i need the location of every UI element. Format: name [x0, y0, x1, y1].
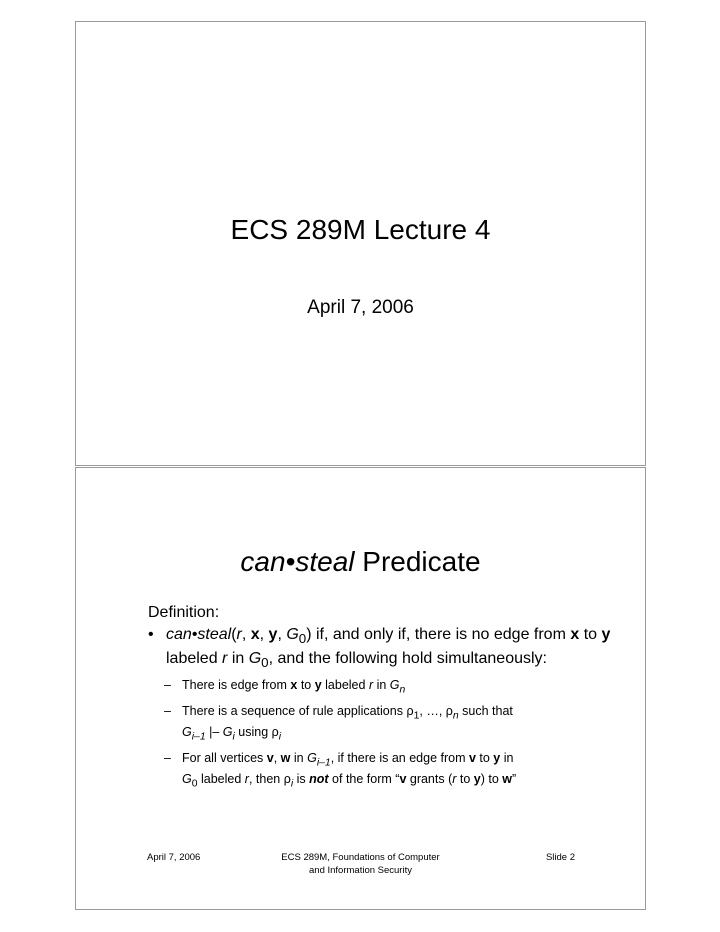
text: , then [248, 772, 284, 787]
text: in [290, 750, 308, 765]
var-w: w [502, 772, 513, 787]
text: , [277, 626, 287, 643]
var-r: r [222, 650, 228, 668]
definition-bullet [148, 625, 618, 673]
dash-icon: – [164, 703, 171, 718]
title-italic-part: can•steal [240, 546, 355, 577]
subitem-a [148, 677, 618, 699]
var-r: r [244, 772, 249, 787]
title-rest-part: Predicate [354, 546, 481, 577]
rho: ρ [406, 703, 414, 718]
text: grants ( [406, 772, 453, 787]
subscript: 0 [261, 655, 269, 671]
text: labeled [166, 650, 223, 668]
definition-label: Definition: [148, 604, 220, 621]
text: such that [458, 703, 513, 718]
subitem-b [148, 703, 618, 746]
text: There is edge from [182, 678, 291, 693]
text: There is a sequence of rule applications [182, 703, 407, 718]
rho: ρ [283, 772, 291, 787]
var-g: G [307, 750, 317, 765]
text: in [373, 678, 390, 693]
var-r: r [236, 626, 242, 643]
var-v: v [468, 750, 476, 765]
text: ( [231, 626, 237, 643]
var-r: r [368, 678, 374, 693]
subscript: 0 [191, 778, 198, 790]
emphasis-not: not [309, 772, 329, 787]
subscript: i [278, 731, 282, 743]
text: , and the following hold simultaneously: [268, 650, 547, 668]
dash-icon: – [164, 678, 171, 693]
text: ” [512, 772, 517, 787]
text: labeled [197, 772, 245, 787]
text: , if there is an edge from [330, 750, 469, 765]
text: using [234, 725, 272, 740]
subscript: i [232, 731, 235, 743]
text: in [500, 750, 514, 765]
text: of the form “ [328, 772, 400, 787]
footer-date: April 7, 2006 [147, 852, 201, 863]
text: ) to [480, 772, 503, 787]
text: to [475, 750, 494, 765]
var-g: G [222, 725, 233, 740]
var-v: v [266, 750, 274, 765]
text: , [241, 626, 251, 643]
text: in [227, 650, 249, 668]
text: to [456, 772, 474, 787]
subscript: n [399, 684, 406, 696]
var-x: x [290, 678, 298, 693]
text: to [297, 678, 315, 693]
slide-2-title [76, 546, 645, 578]
slide-2-body [148, 603, 618, 793]
var-v: v [399, 772, 407, 787]
text: is [293, 772, 310, 787]
text: ) if, and only if, there is no edge from [306, 626, 571, 643]
var-w: w [280, 750, 291, 765]
var-g: G [182, 772, 192, 787]
pred-name: can•steal [166, 626, 232, 643]
var-x: x [570, 626, 580, 643]
subscript: 1 [413, 710, 420, 722]
var-g: G [389, 678, 400, 693]
text: , [273, 750, 281, 765]
bullet-icon: • [148, 626, 154, 643]
var-y: y [493, 750, 501, 765]
var-x: x [250, 626, 260, 643]
var-y: y [601, 626, 611, 643]
var-y: y [268, 626, 278, 643]
subscript: i–1 [316, 757, 331, 769]
var-r: r [452, 772, 457, 787]
subscript: i [290, 778, 294, 790]
var-g: G [182, 725, 192, 740]
rho: ρ [271, 725, 279, 740]
subscript: n [452, 710, 459, 722]
slide-1-title: ECS 289M Lecture 4 [230, 214, 491, 245]
text: to [579, 626, 602, 643]
footer-course-line1: ECS 289M, Foundations of Computer [281, 852, 440, 863]
footer-slide-number: Slide 2 [545, 852, 575, 863]
text: |– [205, 725, 223, 740]
var-g: G [248, 650, 262, 668]
subitem-c-line2 [182, 771, 618, 793]
footer-course-line2: and Information Security [309, 865, 412, 876]
dash-icon: – [164, 750, 171, 765]
text: , [259, 626, 269, 643]
rho: ρ [445, 703, 453, 718]
slide-1-date: April 7, 2006 [307, 297, 414, 318]
slide-1 [75, 21, 646, 466]
var-g: G [286, 626, 299, 643]
slide-2 [75, 467, 646, 910]
var-y: y [314, 678, 322, 693]
text: labeled [321, 678, 369, 693]
text: For all vertices [182, 750, 267, 765]
var-y: y [473, 772, 481, 787]
subitem-c [148, 750, 618, 793]
subscript: i–1 [191, 731, 206, 743]
text: , …, [419, 703, 446, 718]
subitem-b-line2 [182, 724, 618, 746]
subscript: 0 [298, 631, 307, 647]
